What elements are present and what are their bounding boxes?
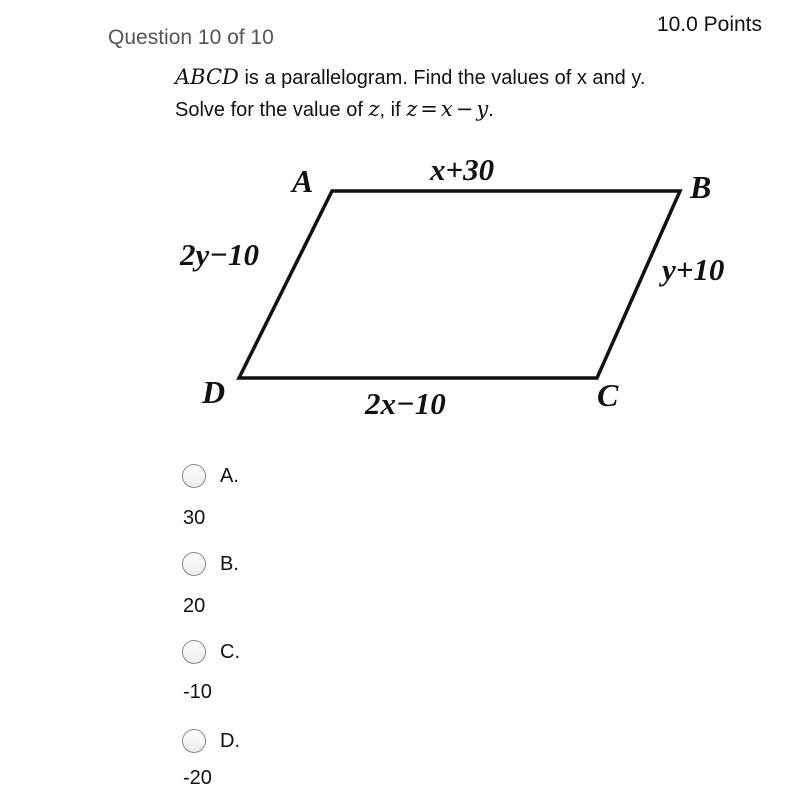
choice-letter-d: D. <box>220 729 240 752</box>
minus-sign: − <box>455 97 474 121</box>
radio-button-c[interactable] <box>182 640 206 664</box>
choice-c[interactable] <box>182 640 240 664</box>
shape-name: ABCD <box>175 65 239 89</box>
period: . <box>488 99 494 121</box>
eq-z: z <box>406 97 418 121</box>
comma-if: , if <box>379 99 407 121</box>
var-z: z <box>368 97 380 121</box>
choice-value-c: -10 <box>183 681 212 703</box>
side-right-label: y+10 <box>662 252 725 287</box>
question-line-1-rest: is a parallelogram. Find the values of x and y. <box>238 67 646 89</box>
parallelogram-figure <box>160 140 780 430</box>
choice-letter-a: A. <box>220 464 239 487</box>
question-text <box>175 62 775 126</box>
question-line-2 <box>175 94 775 126</box>
equals-sign: = <box>420 97 438 121</box>
vertex-d: D <box>202 374 226 410</box>
vertex-b: B <box>690 169 712 205</box>
side-top-label: x+30 <box>430 152 495 187</box>
eq-x: x <box>440 97 453 121</box>
points-value: 10.0 Points <box>656 13 762 36</box>
choice-value-b: 20 <box>183 595 206 617</box>
choice-letter-c: C. <box>220 640 240 663</box>
parallelogram-shape <box>239 191 680 378</box>
choice-a[interactable] <box>182 464 239 488</box>
radio-button-b[interactable] <box>182 552 206 576</box>
radio-button-a[interactable] <box>182 464 206 488</box>
side-left-label: 2y−10 <box>180 237 260 272</box>
vertex-a: A <box>292 163 314 199</box>
vertex-c: C <box>597 377 619 413</box>
choice-letter-b: B. <box>220 552 239 575</box>
side-bottom-label: 2x−10 <box>365 386 446 421</box>
choice-value-d: -20 <box>183 767 212 789</box>
choice-d[interactable] <box>182 729 240 753</box>
question-line-1 <box>175 62 775 94</box>
question-number: Question 10 of 10 <box>108 26 274 49</box>
question-line-2-prefix: Solve for the value of <box>175 99 369 121</box>
radio-button-d[interactable] <box>182 729 206 753</box>
eq-y: y <box>476 97 489 121</box>
choice-value-a: 30 <box>183 507 206 529</box>
choice-b[interactable] <box>182 552 239 576</box>
